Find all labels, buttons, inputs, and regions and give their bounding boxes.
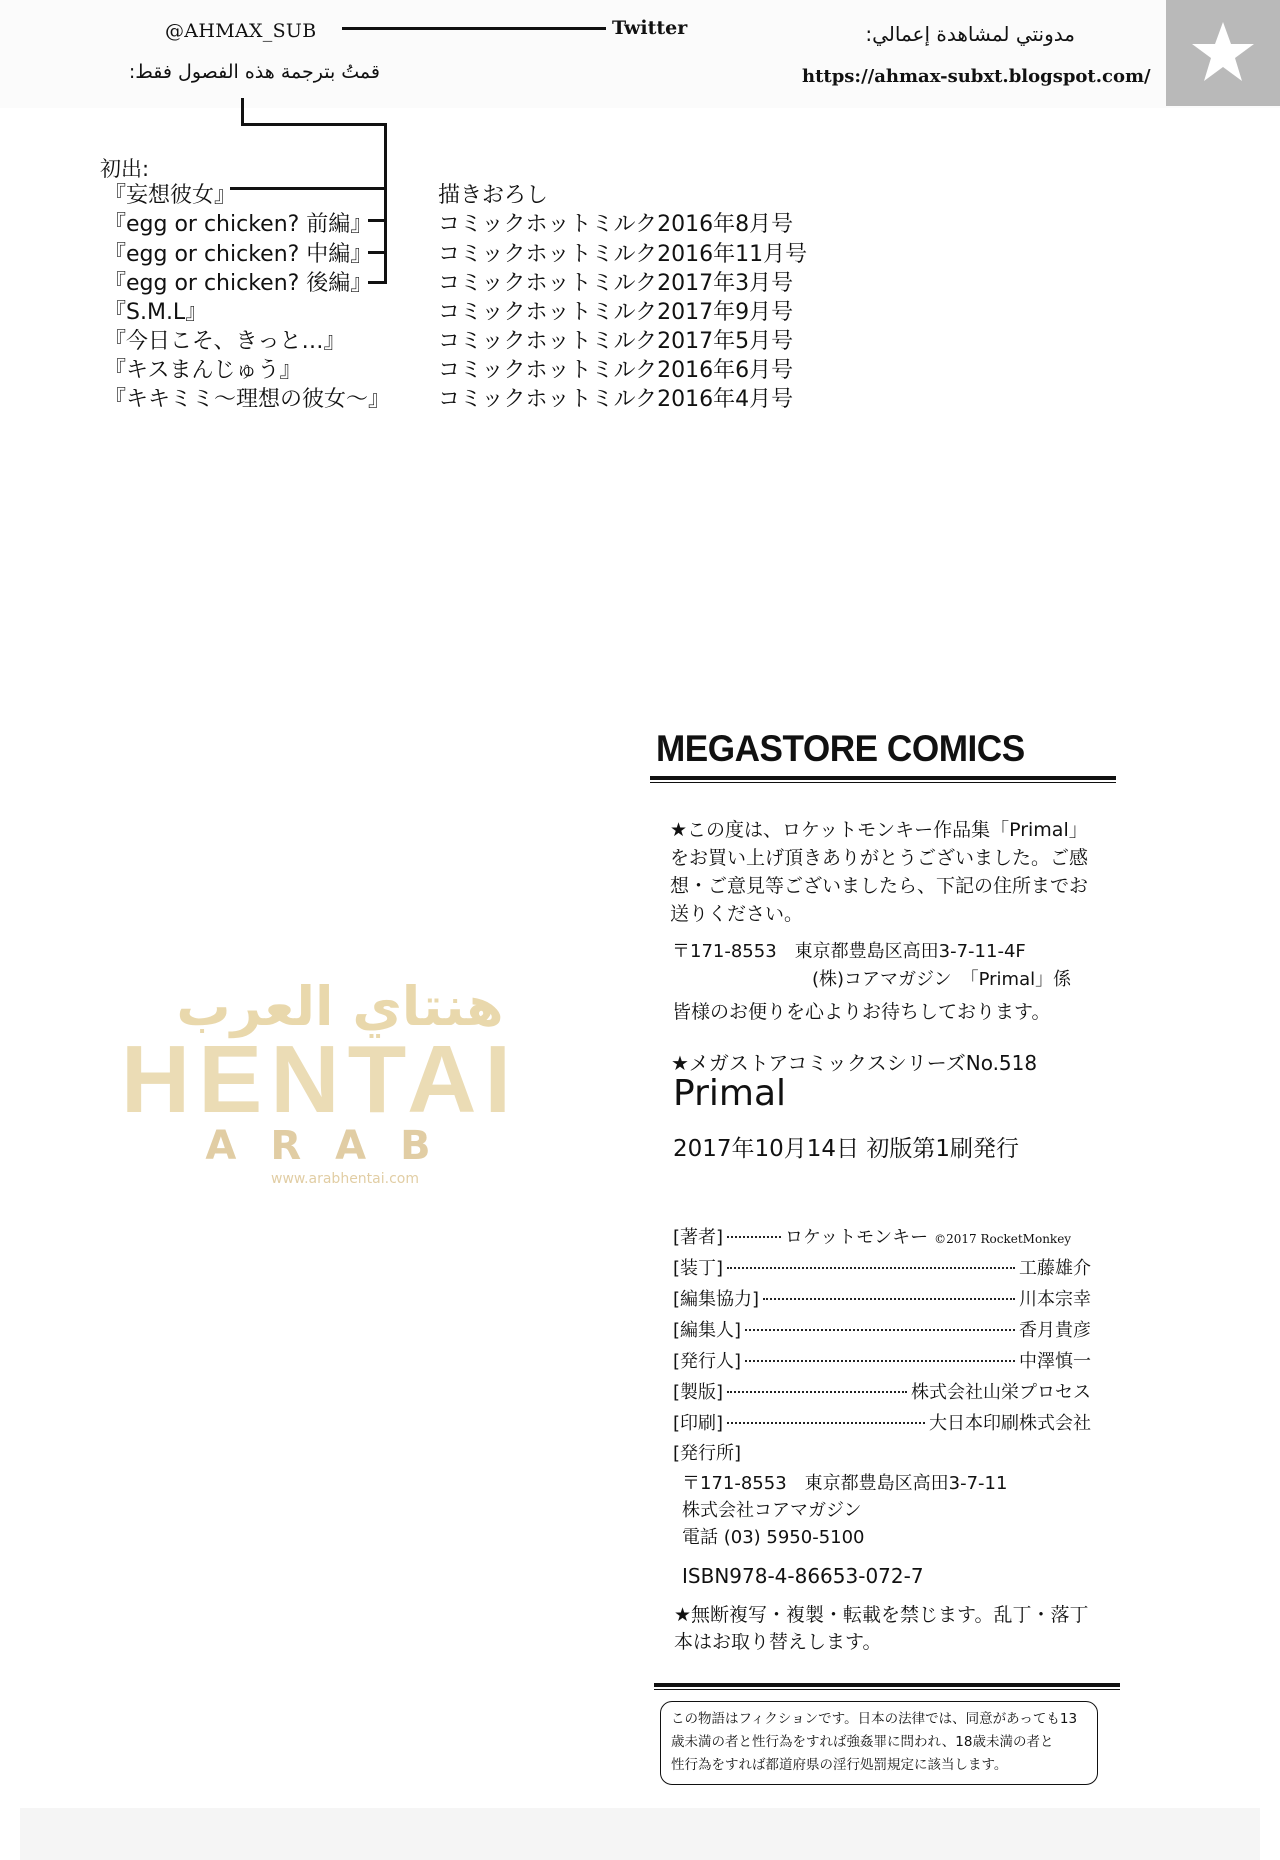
scan-edge [20,1808,1260,1860]
isbn: ISBN978-4-86653-072-7 [682,1564,924,1588]
chapter-source: コミックホットミルク2016年6月号 [438,358,794,383]
closing-line: 皆様のお便りを心よりお待ちしております。 [672,1001,1051,1023]
bracket-line [241,98,244,125]
credit-row [673,1316,1091,1342]
address-line: (株)コアマガジン 「Primal」係 [812,969,1072,990]
star-badge [1166,0,1280,106]
credit-role: [製版] [673,1382,724,1403]
blog-link[interactable]: https://ahmax-subxt.blogspot.com/ [802,66,1151,87]
bracket-line [384,123,387,284]
chapter-source: コミックホットミルク2017年5月号 [438,329,794,354]
dot-leader [745,1360,1015,1362]
dot-leader [727,1422,925,1424]
watermark-url: www.arabhentai.com [271,1171,419,1187]
notice-line: ★無断複写・複製・転載を禁じます。乱丁・落丁 [674,1604,1089,1626]
chapter-title: 『egg or chicken? 中編』 [104,242,373,267]
chapter-source: コミックホットミルク2016年4月号 [438,387,794,412]
disclaimer-line: 歳未満の者と性行為をすれば強姦罪に問われ、18歳未満の者と [671,1734,1054,1750]
message-line: 想・ご意見等ございましたら、下記の住所までお [670,875,1089,897]
chapter-title: 『今日こそ、きっと…』 [104,329,346,354]
publisher-brand: MEGASTORE COMICS [656,728,1025,769]
watermark-arab: ARAB [205,1123,465,1169]
credit-value: 香月貴彦 [1019,1320,1091,1341]
chapter-source: コミックホットミルク2016年11月号 [438,242,808,267]
star-icon [1190,20,1256,84]
dot-leader [727,1267,1015,1269]
credit-value: ロケットモンキー [785,1227,929,1248]
copyright-notice [674,1602,1104,1656]
credit-role: [装丁] [673,1258,724,1279]
series-number: ★メガストアコミックスシリーズNo.518 [671,1051,1038,1075]
divider [654,1689,1120,1690]
credit-role: [編集人] [673,1320,742,1341]
credit-row [673,1223,1091,1249]
credit-value: 中澤慎一 [1019,1351,1091,1372]
dot-leader [727,1391,907,1393]
credit-row [673,1254,1091,1280]
translated-chapters-note: قمتُ بترجمة هذه الفصول فقط: [128,61,380,83]
publisher-label: [発行所] [673,1443,742,1464]
twitter-label: Twitter [612,17,688,39]
twitter-connector-line [342,27,606,30]
address-line: 〒171-8553 東京都豊島区高田3-7-11-4F [672,941,1026,962]
credit-value: 株式会社山栄プロセス [911,1382,1091,1403]
publisher-phone: 電話 (03) 5950-5100 [682,1527,865,1548]
chapter-source: コミックホットミルク2017年3月号 [438,271,794,296]
book-title: Primal [673,1073,787,1114]
credit-value: 大日本印刷株式会社 [929,1413,1091,1434]
chapter-title: 『egg or chicken? 後編』 [104,271,373,296]
disclaimer-line: 性行為をすれば都道府県の淫行処罰規定に該当します。 [671,1757,1008,1773]
message-line: 送りください。 [670,903,804,925]
chapter-title: 『キキミミ～理想の彼女～』 [104,387,391,412]
dot-leader [727,1236,781,1238]
bracket-line [241,123,387,126]
credit-role: [発行人] [673,1351,742,1372]
divider [650,776,1116,780]
publication-date: 2017年10月14日 初版第1刷発行 [673,1136,1020,1162]
message-line: ★この度は、ロケットモンキー作品集「Primal」 [670,819,1088,841]
divider [650,782,1116,783]
publisher-name: 株式会社コアマガジン [682,1500,862,1521]
chapter-title: 『キスまんじゅう』 [104,358,302,383]
watermark-hentai: HENTAI [120,1026,520,1133]
chapter-title: 『S.M.L』 [104,300,208,325]
chapter-title: 『妄想彼女』 [104,183,237,208]
first-appearance-heading: 初出: [100,157,150,181]
watermark-logo [55,975,585,1185]
watermark-arabic: هنتاي العرب [176,975,504,1038]
credit-row [673,1378,1091,1404]
blog-label: مدونتي لمشاهدة إعمالي: [865,22,1075,46]
credit-row [673,1347,1091,1373]
chapter-source: コミックホットミルク2016年8月号 [438,212,794,237]
credit-role: [著者] [673,1227,724,1248]
credit-role: [編集協力] [673,1289,760,1310]
publisher-address: 〒171-8553 東京都豊島区高田3-7-11 [682,1473,1008,1494]
dot-leader [763,1298,1015,1300]
credit-role: [印刷] [673,1413,724,1434]
twitter-handle[interactable]: @AHMAX_SUB [165,20,317,42]
credit-value: 川本宗幸 [1019,1289,1091,1310]
notice-line: 本はお取り替えします。 [674,1631,882,1653]
divider [654,1683,1120,1687]
message-line: をお買い上げ頂きありがとうございました。ご感 [670,847,1089,869]
dot-leader [745,1329,1015,1331]
chapter-source: 描きおろし [438,183,549,208]
copyright-text: ©2017 RocketMonkey [934,1232,1072,1246]
fiction-disclaimer [660,1701,1098,1785]
credit-value: 工藤雄介 [1019,1258,1091,1279]
credit-row [673,1409,1091,1435]
chapter-source: コミックホットミルク2017年9月号 [438,300,794,325]
bracket-line [230,187,387,190]
credit-row [673,1285,1091,1311]
chapter-title: 『egg or chicken? 前編』 [104,212,373,237]
disclaimer-line: この物語はフィクションです。日本の法律では、同意があっても13 [671,1711,1078,1727]
